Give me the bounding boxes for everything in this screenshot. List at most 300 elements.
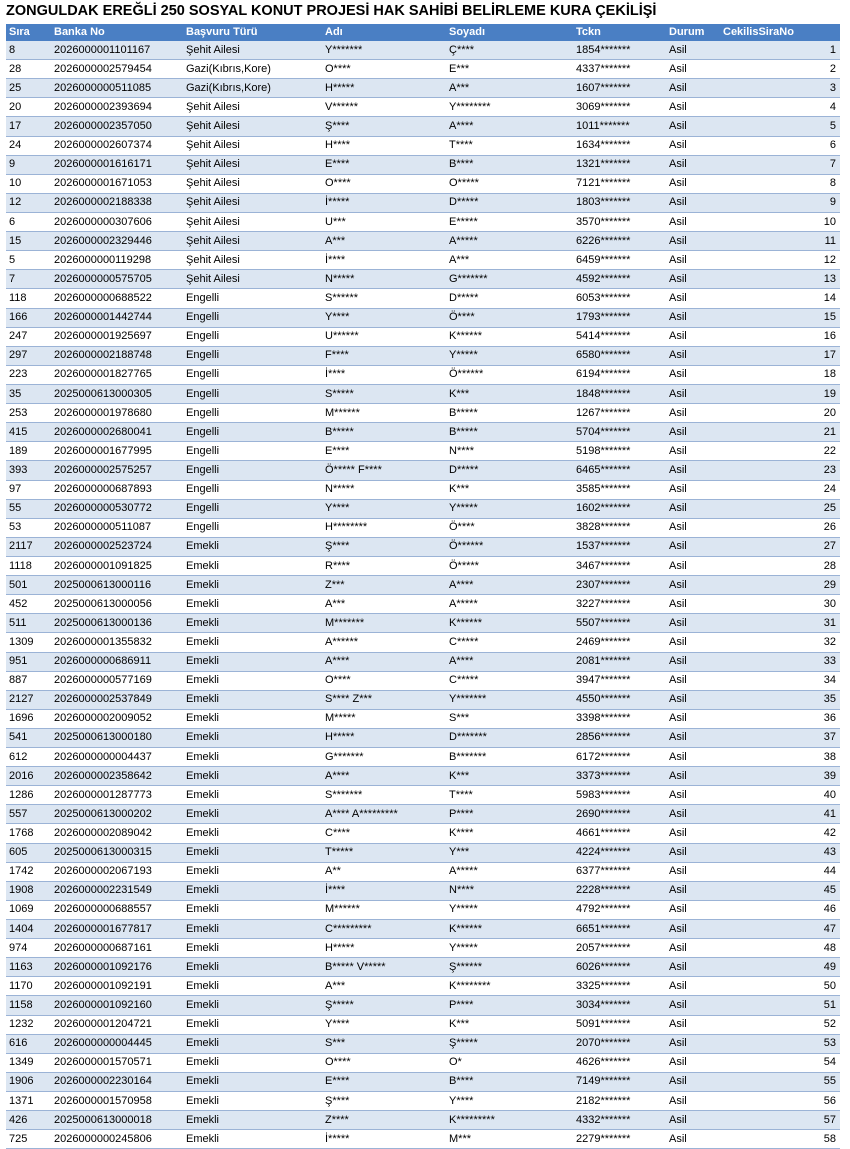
cell-soyadi: Ö**** — [446, 518, 573, 537]
cell-adi: S*** — [322, 1034, 446, 1053]
cell-banka-no: 2026000001092160 — [51, 996, 183, 1015]
cell-soyadi: Y***** — [446, 939, 573, 958]
cell-sira: 415 — [6, 423, 51, 442]
cell-durum: Asil — [666, 499, 720, 518]
table-row — [6, 900, 840, 919]
cell-tckn: 5414******* — [573, 327, 666, 346]
cell-durum: Asil — [666, 346, 720, 365]
cell-tckn: 1803******* — [573, 193, 666, 212]
cell-banka-no: 2026000001287773 — [51, 786, 183, 805]
cell-banka-no: 2026000001978680 — [51, 404, 183, 423]
cell-banka-no: 2026000001092191 — [51, 977, 183, 996]
cell-basvuru-turu: Şehit Ailesi — [183, 193, 322, 212]
cell-basvuru-turu: Emekli — [183, 1092, 322, 1111]
table-row — [6, 977, 840, 996]
cell-soyadi: Ö**** — [446, 308, 573, 327]
cell-sira: 6 — [6, 212, 51, 231]
cell-cekilis-sira-no: 54 — [720, 1053, 840, 1072]
cell-adi: H***** — [322, 939, 446, 958]
table-row — [6, 805, 840, 824]
cell-cekilis-sira-no: 53 — [720, 1034, 840, 1053]
cell-tckn: 1793******* — [573, 308, 666, 327]
cell-tckn: 2070******* — [573, 1034, 666, 1053]
cell-cekilis-sira-no: 44 — [720, 862, 840, 881]
cell-durum: Asil — [666, 690, 720, 709]
cell-soyadi: Y***** — [446, 900, 573, 919]
cell-durum: Asil — [666, 251, 720, 270]
table-row — [6, 289, 840, 308]
cell-adi: H******** — [322, 518, 446, 537]
cell-tckn: 6580******* — [573, 346, 666, 365]
table-row — [6, 423, 840, 442]
table-row — [6, 308, 840, 327]
cell-banka-no: 2026000001570571 — [51, 1053, 183, 1072]
cell-banka-no: 2026000002188338 — [51, 193, 183, 212]
cell-adi: Y**** — [322, 308, 446, 327]
cell-tckn: 3828******* — [573, 518, 666, 537]
cell-banka-no: 2026000000688557 — [51, 900, 183, 919]
table-row — [6, 996, 840, 1015]
cell-cekilis-sira-no: 41 — [720, 805, 840, 824]
cell-cekilis-sira-no: 42 — [720, 824, 840, 843]
table-row — [6, 576, 840, 595]
cell-tckn: 1267******* — [573, 404, 666, 423]
cell-tckn: 1634******* — [573, 136, 666, 155]
cell-cekilis-sira-no: 6 — [720, 136, 840, 155]
cell-sira: 8 — [6, 41, 51, 60]
cell-soyadi: A*** — [446, 251, 573, 270]
cell-adi: U*** — [322, 212, 446, 231]
cell-adi: İ***** — [322, 1130, 446, 1149]
cell-sira: 1768 — [6, 824, 51, 843]
cell-banka-no: 2026000001671053 — [51, 174, 183, 193]
table-row — [6, 346, 840, 365]
cell-durum: Asil — [666, 423, 720, 442]
cell-tckn: 3585******* — [573, 480, 666, 499]
cell-banka-no: 2026000000004445 — [51, 1034, 183, 1053]
cell-soyadi: Ş****** — [446, 958, 573, 977]
cell-banka-no: 2025000613000180 — [51, 728, 183, 747]
cell-banka-no: 2026000000511087 — [51, 518, 183, 537]
cell-banka-no: 2026000001355832 — [51, 633, 183, 652]
cell-banka-no: 2025000613000116 — [51, 576, 183, 595]
cell-durum: Asil — [666, 652, 720, 671]
cell-durum: Asil — [666, 79, 720, 98]
cell-cekilis-sira-no: 8 — [720, 174, 840, 193]
cell-durum: Asil — [666, 136, 720, 155]
cell-soyadi: A**** — [446, 117, 573, 136]
table-row — [6, 690, 840, 709]
cell-durum: Asil — [666, 98, 720, 117]
cell-sira: 223 — [6, 365, 51, 384]
cell-adi: O**** — [322, 60, 446, 79]
cell-sira: 511 — [6, 614, 51, 633]
cell-adi: O**** — [322, 671, 446, 690]
cell-tckn: 6226******* — [573, 232, 666, 251]
cell-sira: 5 — [6, 251, 51, 270]
cell-soyadi: K****** — [446, 920, 573, 939]
table-row — [6, 232, 840, 251]
col-header-basvuru-turu: Başvuru Türü — [183, 24, 322, 41]
cell-adi: M***** — [322, 709, 446, 728]
cell-tckn: 4332******* — [573, 1111, 666, 1130]
cell-soyadi: Y***** — [446, 346, 573, 365]
cell-adi: A**** — [322, 767, 446, 786]
cell-durum: Asil — [666, 270, 720, 289]
cell-durum: Asil — [666, 1111, 720, 1130]
cell-tckn: 4337******* — [573, 60, 666, 79]
cell-durum: Asil — [666, 518, 720, 537]
col-header-durum: Durum — [666, 24, 720, 41]
cell-tckn: 1321******* — [573, 155, 666, 174]
cell-tckn: 3227******* — [573, 595, 666, 614]
cell-cekilis-sira-no: 14 — [720, 289, 840, 308]
cell-tckn: 2307******* — [573, 576, 666, 595]
cell-adi: M****** — [322, 404, 446, 423]
cell-tckn: 3947******* — [573, 671, 666, 690]
cell-adi: S****** — [322, 289, 446, 308]
cell-basvuru-turu: Emekli — [183, 633, 322, 652]
cell-tckn: 4550******* — [573, 690, 666, 709]
cell-tckn: 7121******* — [573, 174, 666, 193]
cell-durum: Asil — [666, 614, 720, 633]
cell-banka-no: 2026000002009052 — [51, 709, 183, 728]
cell-adi: H***** — [322, 79, 446, 98]
cell-soyadi: K****** — [446, 614, 573, 633]
cell-sira: 166 — [6, 308, 51, 327]
cell-adi: N***** — [322, 270, 446, 289]
cell-durum: Asil — [666, 212, 720, 231]
cell-basvuru-turu: Şehit Ailesi — [183, 155, 322, 174]
cell-soyadi: K*** — [446, 384, 573, 403]
cell-durum: Asil — [666, 308, 720, 327]
cell-adi: H**** — [322, 136, 446, 155]
cell-basvuru-turu: Emekli — [183, 748, 322, 767]
cell-sira: 24 — [6, 136, 51, 155]
table-row — [6, 1015, 840, 1034]
cell-basvuru-turu: Gazi(Kıbrıs,Kore) — [183, 60, 322, 79]
cell-durum: Asil — [666, 1034, 720, 1053]
cell-adi: M****** — [322, 900, 446, 919]
cell-basvuru-turu: Şehit Ailesi — [183, 41, 322, 60]
cell-tckn: 2690******* — [573, 805, 666, 824]
cell-sira: 974 — [6, 939, 51, 958]
table-row — [6, 499, 840, 518]
cell-durum: Asil — [666, 671, 720, 690]
table-row — [6, 212, 840, 231]
cell-basvuru-turu: Emekli — [183, 1111, 322, 1130]
cell-cekilis-sira-no: 11 — [720, 232, 840, 251]
cell-durum: Asil — [666, 41, 720, 60]
cell-durum: Asil — [666, 117, 720, 136]
cell-banka-no: 2026000000511085 — [51, 79, 183, 98]
cell-tckn: 2057******* — [573, 939, 666, 958]
cell-cekilis-sira-no: 4 — [720, 98, 840, 117]
cell-banka-no: 2026000001092176 — [51, 958, 183, 977]
cell-sira: 118 — [6, 289, 51, 308]
cell-cekilis-sira-no: 47 — [720, 920, 840, 939]
cell-adi: M******* — [322, 614, 446, 633]
table-row — [6, 824, 840, 843]
cell-adi: A****** — [322, 633, 446, 652]
cell-cekilis-sira-no: 20 — [720, 404, 840, 423]
cell-cekilis-sira-no: 7 — [720, 155, 840, 174]
cell-basvuru-turu: Emekli — [183, 786, 322, 805]
cell-banka-no: 2025000613000018 — [51, 1111, 183, 1130]
cell-adi: Ş***** — [322, 996, 446, 1015]
cell-cekilis-sira-no: 22 — [720, 442, 840, 461]
cell-durum: Asil — [666, 862, 720, 881]
cell-sira: 2127 — [6, 690, 51, 709]
cell-durum: Asil — [666, 442, 720, 461]
cell-cekilis-sira-no: 21 — [720, 423, 840, 442]
table-row — [6, 98, 840, 117]
cell-sira: 1906 — [6, 1072, 51, 1091]
cell-durum: Asil — [666, 193, 720, 212]
table-header-row — [6, 24, 840, 41]
cell-tckn: 3398******* — [573, 709, 666, 728]
cell-basvuru-turu: Şehit Ailesi — [183, 270, 322, 289]
cell-soyadi: Y*** — [446, 843, 573, 862]
cell-banka-no: 2026000002393694 — [51, 98, 183, 117]
cell-durum: Asil — [666, 748, 720, 767]
cell-basvuru-turu: Emekli — [183, 805, 322, 824]
cell-soyadi: P**** — [446, 996, 573, 1015]
cell-durum: Asil — [666, 556, 720, 575]
cell-cekilis-sira-no: 57 — [720, 1111, 840, 1130]
cell-basvuru-turu: Engelli — [183, 423, 322, 442]
cell-soyadi: S*** — [446, 709, 573, 728]
cell-soyadi: K******** — [446, 977, 573, 996]
cell-basvuru-turu: Engelli — [183, 308, 322, 327]
cell-cekilis-sira-no: 37 — [720, 728, 840, 747]
table-row — [6, 404, 840, 423]
cell-sira: 1309 — [6, 633, 51, 652]
table-row — [6, 920, 840, 939]
cell-soyadi: B***** — [446, 404, 573, 423]
cell-adi: O**** — [322, 174, 446, 193]
cell-adi: A**** — [322, 652, 446, 671]
cell-sira: 605 — [6, 843, 51, 862]
cell-adi: F**** — [322, 346, 446, 365]
cell-basvuru-turu: Engelli — [183, 404, 322, 423]
cell-banka-no: 2026000002230164 — [51, 1072, 183, 1091]
cell-soyadi: A***** — [446, 862, 573, 881]
cell-sira: 616 — [6, 1034, 51, 1053]
cell-basvuru-turu: Emekli — [183, 1053, 322, 1072]
table-row — [6, 862, 840, 881]
cell-adi: İ**** — [322, 365, 446, 384]
cell-banka-no: 2026000002231549 — [51, 881, 183, 900]
cell-soyadi: A***** — [446, 595, 573, 614]
cell-cekilis-sira-no: 12 — [720, 251, 840, 270]
cell-tckn: 6026******* — [573, 958, 666, 977]
cell-adi: A*** — [322, 595, 446, 614]
cell-sira: 951 — [6, 652, 51, 671]
cell-banka-no: 2026000002607374 — [51, 136, 183, 155]
cell-basvuru-turu: Emekli — [183, 920, 322, 939]
cell-tckn: 6377******* — [573, 862, 666, 881]
cell-durum: Asil — [666, 728, 720, 747]
page-title: ZONGULDAK EREĞLİ 250 SOSYAL KONUT PROJESİ HAK SAHİBİ BELİRLEME KURA ÇEKİLİŞİ — [6, 3, 657, 19]
cell-adi: Ş**** — [322, 537, 446, 556]
cell-adi: E**** — [322, 155, 446, 174]
cell-soyadi: K**** — [446, 824, 573, 843]
cell-adi: R**** — [322, 556, 446, 575]
cell-banka-no: 2026000000686911 — [51, 652, 183, 671]
cell-tckn: 3034******* — [573, 996, 666, 1015]
cell-sira: 2016 — [6, 767, 51, 786]
cell-soyadi: D***** — [446, 289, 573, 308]
cell-durum: Asil — [666, 576, 720, 595]
cell-banka-no: 2026000002523724 — [51, 537, 183, 556]
cell-durum: Asil — [666, 461, 720, 480]
cell-soyadi: Y******* — [446, 690, 573, 709]
cell-adi: S***** — [322, 384, 446, 403]
cell-banka-no: 2026000000575705 — [51, 270, 183, 289]
cell-sira: 253 — [6, 404, 51, 423]
cell-basvuru-turu: Emekli — [183, 690, 322, 709]
cell-tckn: 6459******* — [573, 251, 666, 270]
table-row — [6, 174, 840, 193]
cell-basvuru-turu: Emekli — [183, 1072, 322, 1091]
cell-tckn: 4626******* — [573, 1053, 666, 1072]
cell-adi: S******* — [322, 786, 446, 805]
cell-basvuru-turu: Emekli — [183, 939, 322, 958]
cell-adi: Ş**** — [322, 117, 446, 136]
table-row — [6, 748, 840, 767]
cell-cekilis-sira-no: 49 — [720, 958, 840, 977]
cell-soyadi: A***** — [446, 232, 573, 251]
cell-durum: Asil — [666, 1053, 720, 1072]
cell-tckn: 6651******* — [573, 920, 666, 939]
cell-adi: Ş**** — [322, 1092, 446, 1111]
cell-cekilis-sira-no: 24 — [720, 480, 840, 499]
cell-basvuru-turu: Engelli — [183, 461, 322, 480]
cell-tckn: 2228******* — [573, 881, 666, 900]
cell-soyadi: T**** — [446, 136, 573, 155]
cell-cekilis-sira-no: 32 — [720, 633, 840, 652]
cell-tckn: 2182******* — [573, 1092, 666, 1111]
col-header-sira: Sıra — [6, 24, 51, 41]
cell-soyadi: N**** — [446, 442, 573, 461]
cell-adi: H***** — [322, 728, 446, 747]
table-row — [6, 728, 840, 747]
cell-durum: Asil — [666, 289, 720, 308]
cell-banka-no: 2026000000687161 — [51, 939, 183, 958]
cell-cekilis-sira-no: 27 — [720, 537, 840, 556]
table-row — [6, 41, 840, 60]
cell-banka-no: 2026000001570958 — [51, 1092, 183, 1111]
cell-soyadi: T**** — [446, 786, 573, 805]
cell-basvuru-turu: Engelli — [183, 442, 322, 461]
cell-basvuru-turu: Emekli — [183, 862, 322, 881]
cell-banka-no: 2026000001677817 — [51, 920, 183, 939]
cell-cekilis-sira-no: 17 — [720, 346, 840, 365]
col-header-tckn: Tckn — [573, 24, 666, 41]
cell-tckn: 7149******* — [573, 1072, 666, 1091]
cell-sira: 1371 — [6, 1092, 51, 1111]
cell-soyadi: M*** — [446, 1130, 573, 1149]
cell-banka-no: 2026000001827765 — [51, 365, 183, 384]
cell-durum: Asil — [666, 633, 720, 652]
cell-sira: 7 — [6, 270, 51, 289]
cell-soyadi: A**** — [446, 576, 573, 595]
cell-soyadi: C***** — [446, 633, 573, 652]
cell-cekilis-sira-no: 35 — [720, 690, 840, 709]
cell-adi: B***** — [322, 423, 446, 442]
cell-banka-no: 2025000613000202 — [51, 805, 183, 824]
table-row — [6, 79, 840, 98]
cell-cekilis-sira-no: 40 — [720, 786, 840, 805]
cell-adi: A*** — [322, 977, 446, 996]
cell-soyadi: K*** — [446, 480, 573, 499]
cell-basvuru-turu: Emekli — [183, 824, 322, 843]
cell-cekilis-sira-no: 39 — [720, 767, 840, 786]
cell-soyadi: Ç**** — [446, 41, 573, 60]
cell-basvuru-turu: Emekli — [183, 728, 322, 747]
cell-cekilis-sira-no: 1 — [720, 41, 840, 60]
table-row — [6, 442, 840, 461]
cell-sira: 452 — [6, 595, 51, 614]
cell-adi: Y**** — [322, 1015, 446, 1034]
cell-cekilis-sira-no: 55 — [720, 1072, 840, 1091]
cell-durum: Asil — [666, 365, 720, 384]
cell-sira: 541 — [6, 728, 51, 747]
cell-sira: 393 — [6, 461, 51, 480]
cell-banka-no: 2026000000245806 — [51, 1130, 183, 1149]
table-row — [6, 595, 840, 614]
cell-adi: V****** — [322, 98, 446, 117]
cell-cekilis-sira-no: 48 — [720, 939, 840, 958]
cell-cekilis-sira-no: 31 — [720, 614, 840, 633]
cell-soyadi: K*** — [446, 1015, 573, 1034]
cell-banka-no: 2026000001616171 — [51, 155, 183, 174]
cell-sira: 1158 — [6, 996, 51, 1015]
cell-adi: T***** — [322, 843, 446, 862]
cell-cekilis-sira-no: 56 — [720, 1092, 840, 1111]
cell-soyadi: K*** — [446, 767, 573, 786]
cell-basvuru-turu: Şehit Ailesi — [183, 212, 322, 231]
cell-cekilis-sira-no: 45 — [720, 881, 840, 900]
cell-tckn: 5704******* — [573, 423, 666, 442]
cell-sira: 1170 — [6, 977, 51, 996]
table-row — [6, 1053, 840, 1072]
cell-basvuru-turu: Emekli — [183, 958, 322, 977]
cell-cekilis-sira-no: 52 — [720, 1015, 840, 1034]
cell-cekilis-sira-no: 5 — [720, 117, 840, 136]
cell-sira: 55 — [6, 499, 51, 518]
cell-cekilis-sira-no: 36 — [720, 709, 840, 728]
draw-results-table — [6, 24, 840, 1149]
cell-soyadi: Y***** — [446, 499, 573, 518]
cell-basvuru-turu: Şehit Ailesi — [183, 174, 322, 193]
cell-soyadi: B******* — [446, 748, 573, 767]
cell-basvuru-turu: Engelli — [183, 289, 322, 308]
cell-durum: Asil — [666, 786, 720, 805]
cell-sira: 189 — [6, 442, 51, 461]
cell-cekilis-sira-no: 15 — [720, 308, 840, 327]
cell-durum: Asil — [666, 958, 720, 977]
cell-tckn: 1607******* — [573, 79, 666, 98]
cell-sira: 2117 — [6, 537, 51, 556]
cell-basvuru-turu: Engelli — [183, 384, 322, 403]
cell-sira: 15 — [6, 232, 51, 251]
cell-tckn: 2081******* — [573, 652, 666, 671]
cell-tckn: 2469******* — [573, 633, 666, 652]
cell-sira: 612 — [6, 748, 51, 767]
cell-tckn: 3069******* — [573, 98, 666, 117]
